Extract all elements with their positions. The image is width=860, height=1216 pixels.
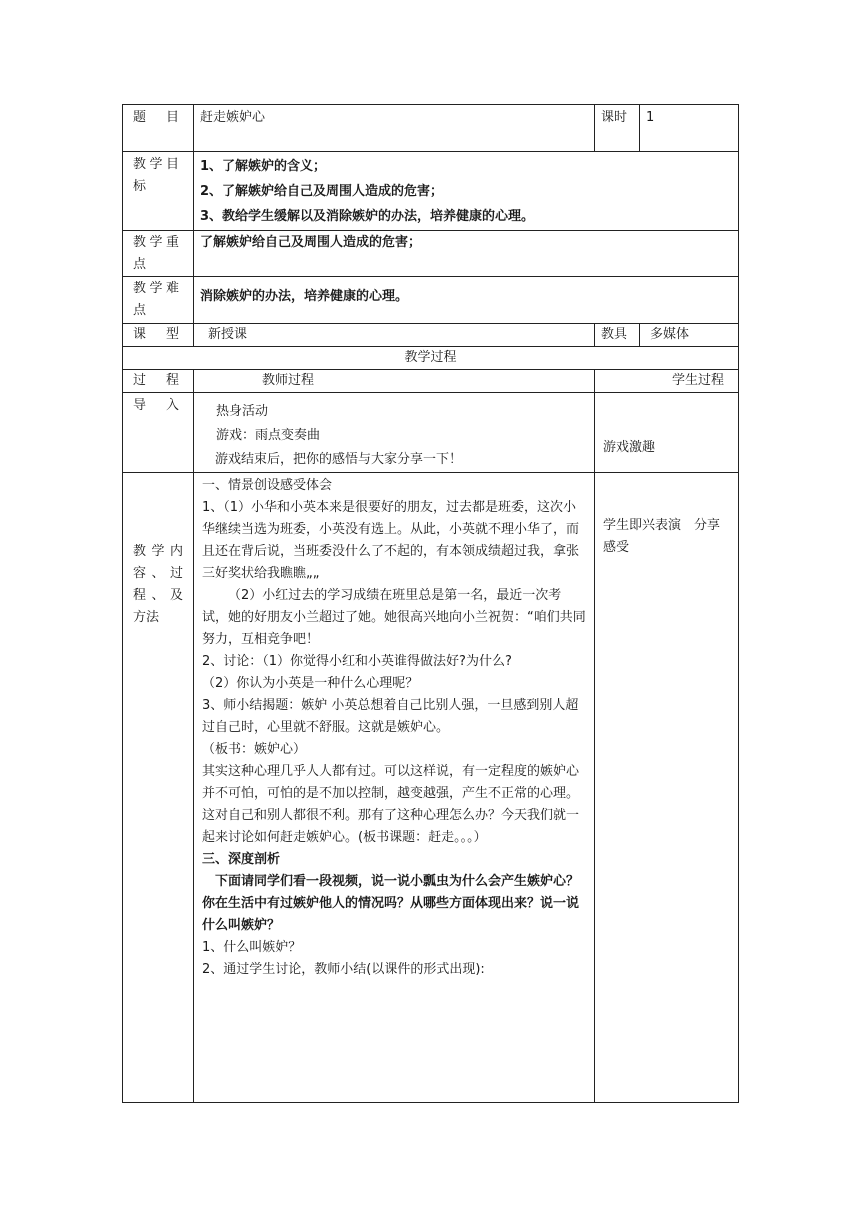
- tools-label: 教具: [595, 324, 640, 347]
- main-student-cell: 学生即兴表演 分享感受: [595, 473, 739, 1103]
- title-label: 题 目: [123, 105, 194, 152]
- hours-label: 课时: [595, 105, 640, 152]
- process-header-row: [123, 347, 739, 370]
- main-line: 下面请同学们看一段视频，说一说小瓢虫为什么会产生嫉妒心？你在生活中有过嫉妒他人的情况吗？从哪些方面体现出来？说一说什么叫嫉妒？: [202, 874, 580, 933]
- difficulty-row: [123, 277, 739, 324]
- objective-item: 1、了解嫉妒的含义；: [200, 159, 327, 174]
- main-line: 2、讨论：（1）你觉得小红和小英谁得做法好?为什么?: [202, 654, 512, 669]
- difficulty-label: 教学难点: [123, 277, 194, 324]
- main-line: （板书：嫉妒心）: [202, 742, 307, 757]
- lesson-type-value: 新授课: [194, 324, 595, 347]
- key-point-label: 教学重点: [123, 231, 194, 277]
- student-column-header: 学生过程: [595, 370, 739, 393]
- objective-item: 2、了解嫉妒给自己及周围人造成的危害；: [200, 184, 444, 199]
- intro-line: 游戏结束后，把你的感悟与大家分享一下！: [215, 452, 463, 467]
- main-stage-label: 教学内容、过程、及方法: [123, 473, 194, 1103]
- intro-student-cell: 游戏激趣: [595, 393, 739, 473]
- main-line: 2、通过学生讨论，教师小结(以课件的形式出现):: [202, 962, 485, 977]
- lesson-title: 赶走嫉妒心: [194, 105, 595, 152]
- tools-value: 多媒体: [640, 324, 739, 347]
- main-line: （2）你认为小英是一种什么心理呢？: [202, 676, 419, 691]
- difficulty-text: 消除嫉妒的办法，培养健康的心理。: [194, 277, 739, 324]
- lesson-type-label: 课 型: [123, 324, 194, 347]
- process-header: 教学过程: [123, 347, 739, 370]
- columns-row: [123, 370, 739, 393]
- main-row: [123, 473, 739, 1103]
- main-line: 3、师小结揭题：嫉妒 小英总想着自己比别人强，一旦感到别人超过自己时，心里就不舒服。这就是嫉妒心。: [202, 698, 579, 735]
- objectives-row: [123, 152, 739, 231]
- intro-line: 游戏：雨点变奏曲: [216, 428, 321, 443]
- main-line: 一、情景创设感受体会: [202, 478, 333, 493]
- objectives-label: 教学目标: [123, 152, 194, 231]
- main-line: 其实这种心理几乎人人都有过。可以这样说，有一定程度的嫉妒心并不可怕，可怕的是不加以控制，越变越强，产生不正常的心理。这对自己和别人都很不利。那有了这种心理怎么办？今天我们就一起来讨论如何赶走嫉妒心。(板书课题：赶走。。。）: [202, 764, 580, 845]
- key-point-row: [123, 231, 739, 277]
- intro-teacher-cell: [194, 393, 595, 473]
- key-point-text: 了解嫉妒给自己及周围人造成的危害；: [194, 231, 739, 277]
- main-teacher-cell: [194, 473, 595, 1103]
- teacher-column-header: 教师过程: [194, 370, 595, 393]
- stage-column-header: 过 程: [123, 370, 194, 393]
- intro-line: 热身活动: [216, 404, 269, 419]
- main-line: 1、什么叫嫉妒？: [202, 940, 302, 955]
- lesson-type-row: [123, 324, 739, 347]
- objective-item: 3、教给学生缓解以及消除嫉妒的办法，培养健康的心理。: [200, 209, 535, 224]
- main-line: 三、深度剖析: [202, 852, 281, 867]
- objectives-cell: [194, 152, 739, 231]
- hours-value: 1: [640, 105, 739, 152]
- main-line: 1、（1）小华和小英本来是很要好的朋友，过去都是班委，这次小华继续当选为班委，小英没有选上。从此，小英就不理小华了，而且还在背后说，当班委没什么了不起的，有本领成绩超过我，拿张三好奖状给我瞧瞧„„: [202, 500, 580, 581]
- lesson-plan-table: [122, 104, 739, 1103]
- intro-row: [123, 393, 739, 473]
- intro-stage-label: 导 入: [123, 393, 194, 473]
- main-line: （2）小红过去的学习成绩在班里总是第一名，最近一次考试，她的好朋友小兰超过了她。她很高兴地向小兰祝贺：“咱们共同努力，互相竞争吧！: [202, 588, 586, 647]
- title-row: [123, 105, 739, 152]
